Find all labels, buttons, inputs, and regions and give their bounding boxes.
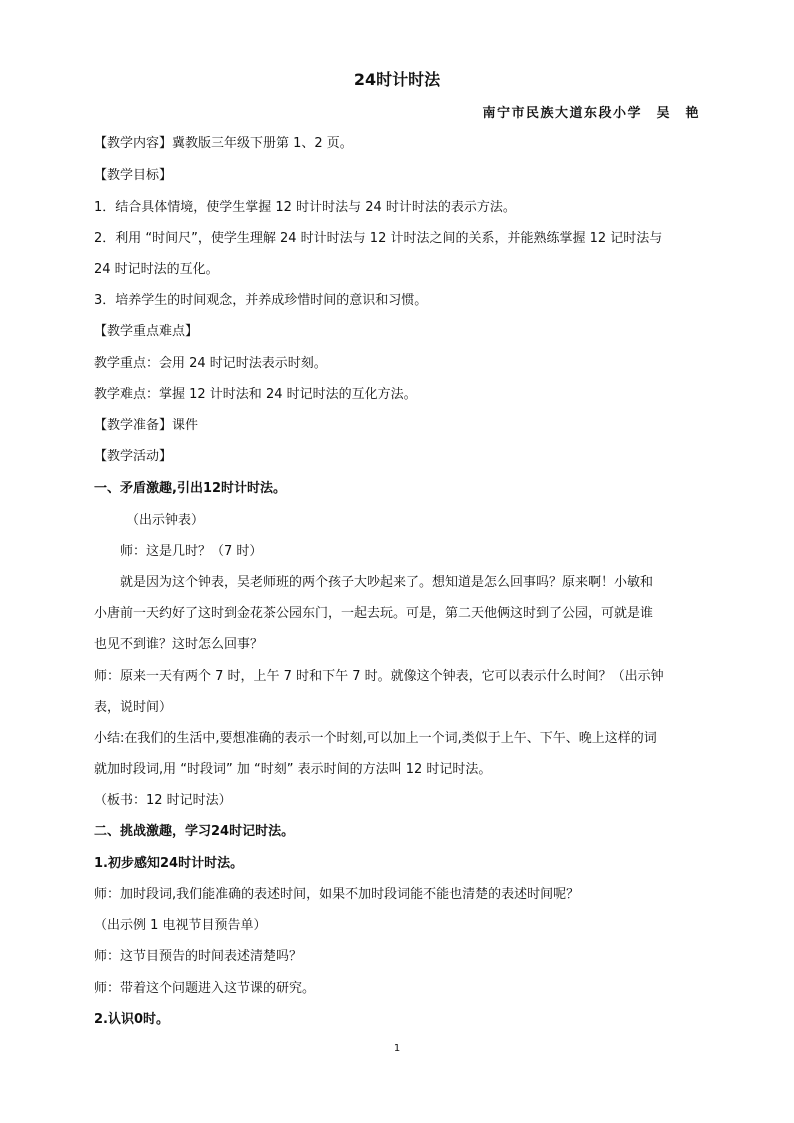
step-2-heading: 2.认识0时。 (94, 1012, 170, 1027)
goal-2: 2．利用 “时间尺”，使学生理解 24 时计时法与 12 计时法之间的关系，并能熟练掌握 12 记时法与 (94, 231, 663, 246)
key-point: 教学重点：会用 24 时记时法表示时刻。 (94, 356, 327, 371)
show-clock: （出示钟表） (126, 513, 205, 528)
difficult-point: 教学难点：掌握 12 计时法和 24 时记时法的互化方法。 (94, 387, 417, 402)
board-writing: （板书：12 时记时法） (94, 793, 232, 808)
part-1-heading: 一、矛盾激趣,引出12时计时法。 (94, 481, 287, 496)
page-number: 1 (393, 1043, 401, 1054)
document-title: 24时计时法 (353, 70, 441, 89)
teacher-question-2: 师：加时段词,我们能准确的表述时间，如果不加时段词能不能也清楚的表述时间呢？ (94, 887, 580, 902)
goal-1: 1．结合具体情境，使学生掌握 12 时计时法与 24 时计时法的表示方法。 (94, 200, 516, 215)
story-line-1: 就是因为这个钟表，吴老师班的两个孩子大吵起来了。想知道是怎么回事吗？原来啊！小敏和 (120, 575, 654, 590)
section-heading-activities: 【教学活动】 (94, 449, 173, 464)
preparation: 【教学准备】课件 (94, 418, 199, 433)
section-heading-goals: 【教学目标】 (94, 168, 173, 183)
part-2-heading: 二、挑战激趣，学习24时记时法。 (94, 824, 295, 839)
story-line-3: 也见不到谁？这时怎么回事？ (94, 637, 264, 652)
teacher-question-3: 师：这节目预告的时间表述清楚吗？ (94, 949, 303, 964)
teacher-question: 师：这是几时？（7 时） (120, 544, 263, 559)
story-line-2: 小唐前一天约好了这时到金花茶公园东门，一起去玩。可是，第二天他俩这时到了公园，可就是谁 (94, 606, 654, 621)
step-1-heading: 1.初步感知24时计时法。 (94, 856, 244, 871)
teaching-content: 【教学内容】冀教版三年级下册第 1、2 页。 (94, 136, 353, 151)
author-line: 南宁市民族大道东段小学 吴 艳 (482, 106, 700, 121)
goal-2-cont: 24 时记时法的互化。 (94, 262, 219, 277)
teacher-explanation-2: 表，说时间） (94, 700, 173, 715)
section-heading-key-points: 【教学重点难点】 (94, 324, 199, 339)
summary-line-2: 就加时段词,用 “时段词” 加 “时刻” 表示时间的方法叫 12 时记时法。 (94, 762, 492, 777)
teacher-transition: 师：带着这个问题进入这节课的研究。 (94, 981, 316, 996)
show-example: （出示例 1 电视节目预告单） (94, 918, 267, 933)
summary-line-1: 小结:在我们的生活中,要想准确的表示一个时刻,可以加上一个词,类似于上午、下午、晚上这样的词 (94, 731, 657, 746)
goal-3: 3．培养学生的时间观念，并养成珍惜时间的意识和习惯。 (94, 293, 428, 308)
teacher-explanation-1: 师：原来一天有两个 7 时，上午 7 时和下午 7 时。就像这个钟表，它可以表示什么时间？（出示钟 (94, 669, 664, 684)
